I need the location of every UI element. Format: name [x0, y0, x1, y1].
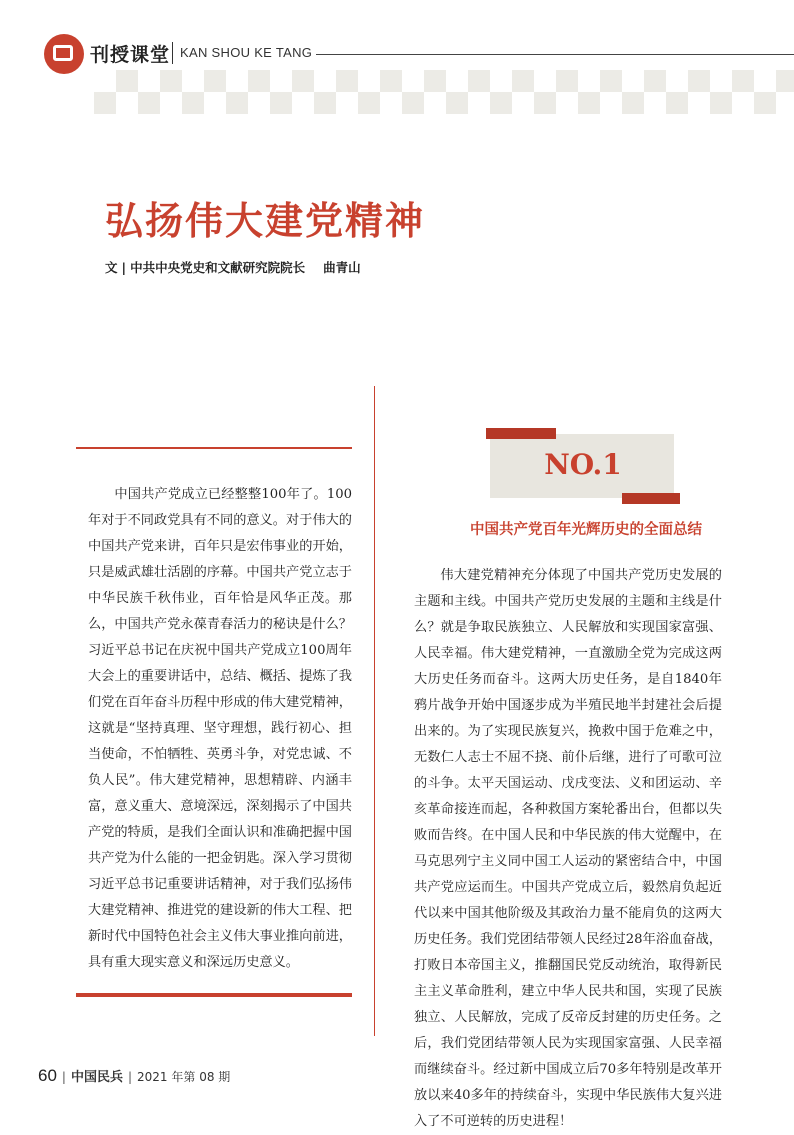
footer-separator: | [61, 1070, 66, 1084]
byline [105, 258, 361, 276]
page-footer [38, 1066, 230, 1086]
column-name: 刊授课堂 [90, 44, 171, 66]
header-rule [316, 54, 794, 55]
section-paragraph: 伟大建党精神充分体现了中国共产党历史发展的主题和主线。中国共产党历史发展的主题和主线是什么？就是争取民族独立、人民解放和实现国家富强、人民幸福。伟大建党精神，一直激励全党为完成这两大历史任务而奋斗。这两大历史任务，是自1840年鸦片战争开始中国逐步成为半殖民地半封建社会后提出来的。为了实现民族复兴，挽救中国于危难之中，无数仁人志士不屈不挠、前仆后继，进行了可歌可泣的斗争。太平天国运动、戊戌变法、义和团运动、辛亥革命接连而起，各种救国方案轮番出台，但都以失败而告终。在中国人民和中华民族的伟大觉醒中，在马克思列宁主义同中国工人运动的紧密结合中，中国共产党应运而生。中国共产党成立后，毅然肩负起近代以来中国其他阶级及其政治力量不能肩负的这两大历史任务。我们党团结带领人民经过28年浴血奋战，打败日本帝国主义，推翻国民党反动统治，取得新民主主义革命胜利，建立中华人民共和国，实现了民族独立、人民解放，完成了反帝反封建的历史任务。之后，我们党团结带领人民为实现国家富强、人民幸福而继续奋斗。经过新中国成立后70多年特别是改革开放以来40多年的持续奋斗，实现中华民族伟大复兴进入了不可逆转的历史进程！ [414, 568, 722, 1129]
author-name: 曲青山 [323, 260, 361, 275]
intro-bottom-rule [76, 993, 352, 997]
author-title: 中共中央党史和文献研究院院长 [130, 260, 306, 275]
column-name-pinyin: KAN SHOU KE TANG [180, 45, 313, 60]
section-number-badge [486, 428, 680, 504]
checker-pattern-decoration [94, 70, 794, 114]
header-divider [172, 42, 173, 64]
footer-separator-2: | [127, 1070, 133, 1084]
intro-top-rule [76, 447, 352, 449]
byline-prefix: 文 [105, 260, 118, 275]
page-header [44, 30, 794, 74]
byline-separator: | [121, 260, 127, 275]
issue-label: 2021 年第 08 期 [137, 1070, 231, 1084]
section-number: NO.1 [544, 448, 622, 481]
tv-icon [44, 34, 84, 74]
page-number: 60 [38, 1066, 57, 1085]
section-heading: 中国共产党百年光辉历史的全面总结 [470, 522, 702, 538]
article-title: 弘扬伟大建党精神 [105, 199, 426, 243]
magazine-name: 中国民兵 [70, 1070, 123, 1085]
intro-paragraph: 中国共产党成立已经整整100年了。100年对于不同政党具有不同的意义。对于伟大的中国共产党来讲，百年只是宏伟事业的开始，只是威武雄壮活剧的序幕。中国共产党立志于中华民族千秋伟业，百年恰是风华正茂。那么，中国共产党永葆青春活力的秘诀是什么？习近平总书记在庆祝中国共产党成立100周年大会上的重要讲话中，总结、概括、提炼了我们党在百年奋斗历程中形成的伟大建党精神，这就是“坚持真理、坚守理想，践行初心、担当使命，不怕牺牲、英勇斗争，对党忠诚、不负人民”。伟大建党精神，思想精辟、内涵丰富，意义重大、意境深远，深刻揭示了中国共产党的特质，是我们全面认识和准确把握中国共产党为什么能的一把金钥匙。深入学习贯彻习近平总书记重要讲话精神，对于我们弘扬伟大建党精神、推进党的建设新的伟大工程、把新时代中国特色社会主义伟大事业推向前进，具有重大现实意义和深远历史意义。 [88, 487, 352, 970]
column-divider [374, 386, 375, 1036]
